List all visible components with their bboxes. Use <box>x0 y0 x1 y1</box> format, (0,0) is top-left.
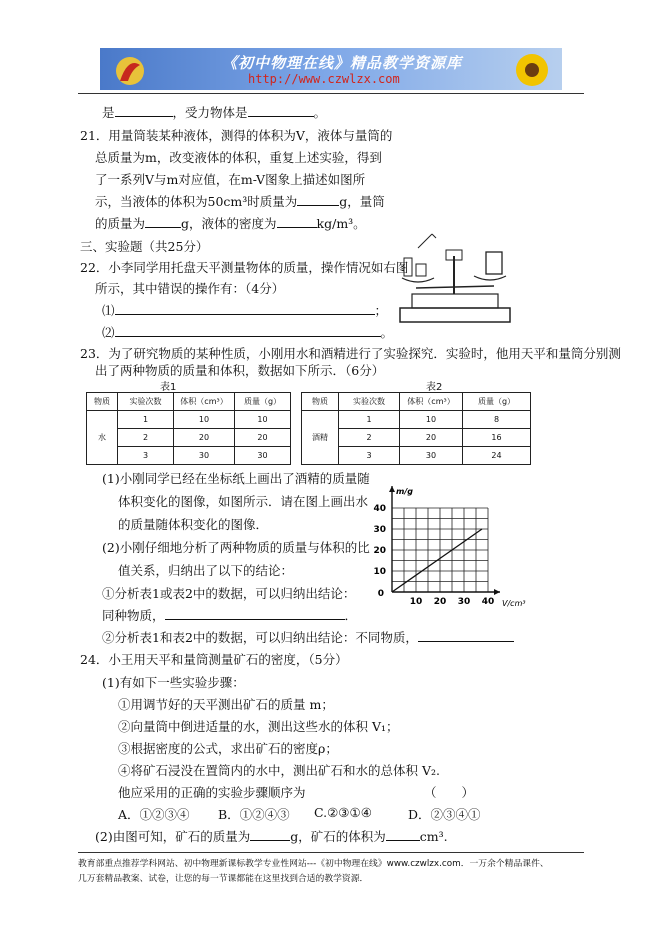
logo-icon <box>110 51 150 87</box>
origin-label: 0 <box>377 589 384 599</box>
text-line: 是 ，受力物体是 。 <box>102 105 327 120</box>
q21-line: 示，当液体的体积为50cm³时质量为 g，量筒 <box>95 194 385 209</box>
q21-line: 的质量为 g，液体的密度为 kg/m³。 <box>95 216 366 231</box>
q23-line: 23．为了研究物质的某种性质，小刚用水和酒精进行了实验探究．实验时，他用天平和量筒分别测 <box>80 346 621 361</box>
option-d: D．②③④① <box>408 807 481 822</box>
option-b: B．①②④③ <box>218 807 290 822</box>
x-tick-label: 20 <box>433 597 447 607</box>
header-rule <box>78 93 584 94</box>
x-tick-label: 30 <box>457 597 471 607</box>
q22-blank: ⑵ 。 <box>102 325 394 340</box>
y-tick-label: 40 <box>373 504 386 514</box>
q23-part: 的质量随体积变化的图像． <box>118 517 269 532</box>
footer-line: 几万套精品教案、试卷，让您的每一节课都能在这里找到合适的教学资源． <box>78 874 369 884</box>
table1-caption: 表1 <box>160 382 177 393</box>
balance-illustration <box>392 228 516 326</box>
footer-line: 教育部重点推荐学科网站、初中物理新课标教学专业性网站---《初中物理在线》www.czwlzx.com．一万余个精品课件、 <box>78 859 549 869</box>
section-title: 三、实验题（共25分） <box>80 239 209 254</box>
q22-line: 所示，其中错误的操作有：（4分） <box>95 281 285 296</box>
y-tick-label: 30 <box>373 525 386 535</box>
footer-rule <box>78 852 584 853</box>
q22-blank: ⑴ ； <box>102 303 388 318</box>
q23-part: 同种物质， ． <box>102 608 358 623</box>
q24-line: (2)由图可知，矿石的质量为 g，矿石的体积为 cm³. <box>95 829 448 844</box>
answer-paren: （ ） <box>424 785 475 800</box>
y-axis-label: m/g <box>396 487 413 496</box>
q24-line: 24．小王用天平和量筒测量矿石的密度，（5分） <box>80 652 348 667</box>
q23-part: 体积变化的图像，如图所示．请在图上画出水 <box>118 494 369 509</box>
x-axis-arrow <box>494 589 500 595</box>
q23-part: ②分析表1和表2中的数据，可以归纳出结论：不同物质， <box>102 628 514 646</box>
table2-caption: 表2 <box>426 382 443 393</box>
sunflower-icon <box>500 48 562 90</box>
x-axis-label: V/cm³ <box>502 599 526 608</box>
q21-line: 了一系列V与m对应值，在m-V图象上描述如图所 <box>95 172 366 187</box>
step-item: 他应采用的正确的实验步骤顺序为 <box>118 785 306 800</box>
y-tick-label: 20 <box>373 546 386 556</box>
step-item: ②向量筒中倒进适量的水，测出这些水的体积 V₁； <box>118 719 399 734</box>
option-a: A．①②③④ <box>118 807 190 822</box>
table2: 物质 实验次数 体积（cm³） 质量（g） 酒精 1 10 8 2 20 16 3 30 24 <box>301 392 531 465</box>
option-c: C.②③①④ <box>314 805 372 820</box>
y-axis-arrow <box>389 486 395 492</box>
banner-url[interactable]: http://www.czwlzx.com <box>248 72 400 86</box>
q23-part: ①分析表1或表2中的数据，可以归纳出结论： <box>102 586 356 601</box>
x-tick-label: 10 <box>409 597 423 607</box>
q21-line: 21．用量筒装某种液体，测得的体积为V，液体与量筒的 <box>80 128 393 143</box>
step-item: ①用调节好的天平测出矿石的质量 m； <box>118 697 334 712</box>
x-tick-label: 40 <box>481 597 495 607</box>
table1: 物质 实验次数 体积（cm³） 质量（g） 水 1 10 10 2 20 20 3 30 30 <box>86 392 291 465</box>
q23-line: 出了两种物质的质量和体积，数据如下所示．（6分） <box>95 363 385 378</box>
header-banner <box>100 48 562 90</box>
q23-part: 值关系，归纳出了以下的结论： <box>118 563 294 578</box>
y-tick-label: 10 <box>373 567 386 577</box>
q22-line: 22．小李同学用托盘天平测量物体的质量，操作情况如右图 <box>80 260 409 275</box>
m-v-chart <box>366 472 546 612</box>
step-item: ④将矿石浸没在置筒内的水中，测出矿石和水的总体积 V₂. <box>118 763 440 778</box>
step-item: ③根据密度的公式，求出矿石的密度ρ； <box>118 741 338 756</box>
q24-line: (1)有如下一些实验步骤： <box>102 675 245 690</box>
banner-title: 《初中物理在线》精品教学资源库 <box>222 54 463 72</box>
q21-line: 总质量为m，改变液体的体积，重复上述实验，得到 <box>95 150 382 165</box>
q23-part: (2)小刚仔细地分析了两种物质的质量与体积的比 <box>102 540 370 555</box>
q23-part: (1)小刚同学已经在坐标纸上画出了酒精的质量随 <box>102 471 370 486</box>
